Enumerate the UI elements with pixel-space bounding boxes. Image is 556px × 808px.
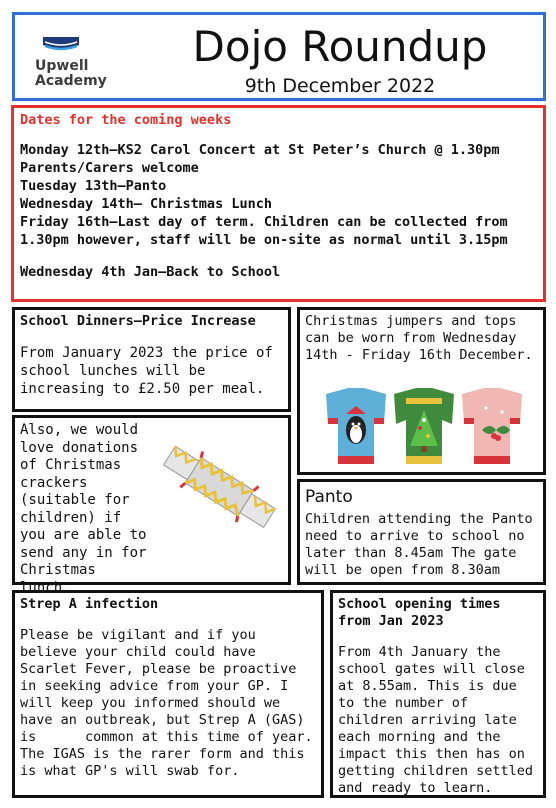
newsletter-date: 9th December 2022 bbox=[244, 75, 436, 97]
upwell-academy-logo-icon bbox=[41, 35, 81, 53]
christmas-crackers-body: Also, we would love donations of Christmas crackers (suitable for children) if you are able to send any in for Christmas lunch. bbox=[20, 422, 147, 596]
logo-line-1: Upwell bbox=[35, 58, 89, 74]
page-title: Dojo Roundup bbox=[192, 22, 488, 71]
school-dinners-heading: School Dinners—Price Increase bbox=[20, 313, 256, 329]
opening-times-section bbox=[330, 590, 546, 798]
dates-heading: Dates for the coming weeks bbox=[20, 112, 232, 128]
school-dinners-section bbox=[12, 307, 291, 412]
logo-text bbox=[35, 59, 107, 89]
date-item: Tuesday 13th—Panto bbox=[20, 178, 167, 194]
newsletter-header bbox=[12, 12, 546, 101]
strep-a-section bbox=[12, 590, 324, 798]
christmas-jumpers-image-icon bbox=[306, 384, 542, 470]
panto-heading: Panto bbox=[305, 487, 353, 507]
opening-times-heading: School opening times from Jan 2023 bbox=[338, 596, 501, 629]
christmas-jumpers-body: Christmas jumpers and tops can be worn from Wednesday 14th - Friday 16th December. bbox=[305, 313, 533, 363]
christmas-cracker-image-icon bbox=[151, 424, 289, 549]
spacer bbox=[20, 249, 537, 263]
dates-section bbox=[11, 105, 546, 302]
panto-body: Children attending the Panto need to arrive to school no later than 8.45am The gate will be open from 8.30am bbox=[305, 511, 533, 578]
panto-section bbox=[297, 479, 546, 585]
date-item-back-to-school: Wednesday 4th Jan—Back to School bbox=[20, 264, 281, 280]
strep-a-body: Please be vigilant and if you believe your child could have Scarlet Fever, please be proactive in seeking advice from your GP. I will keep you informed should we have an outbreak, but Strep A (GAS) is common at this time of year. The IGAS is the rarer form and this is what GP's will swab for. bbox=[20, 627, 321, 779]
date-item: Parents/Carers welcome bbox=[20, 160, 199, 176]
christmas-crackers-section bbox=[12, 415, 291, 596]
logo-line-2: Academy bbox=[35, 73, 107, 89]
strep-a-heading: Strep A infection bbox=[20, 596, 159, 612]
date-item: Monday 12th—KS2 Carol Concert at St Peter’s Church @ 1.30pm bbox=[20, 142, 500, 158]
school-dinners-body: From January 2023 the price of school lunches will be increasing to £2.50 per meal. bbox=[20, 345, 273, 397]
date-item: Friday 16th—Last day of term. Children can be collected from 1.30pm however, staff will be on-site as normal until 3.15pm bbox=[20, 214, 516, 248]
opening-times-body: From 4th January the school gates will close at 8.55am. This is due to the number of children arriving late each morning and the impact this then has on getting children settled and ready to learn. bbox=[338, 644, 534, 796]
date-item: Wednesday 14th— Christmas Lunch bbox=[20, 196, 272, 212]
christmas-jumpers-section bbox=[297, 307, 546, 475]
